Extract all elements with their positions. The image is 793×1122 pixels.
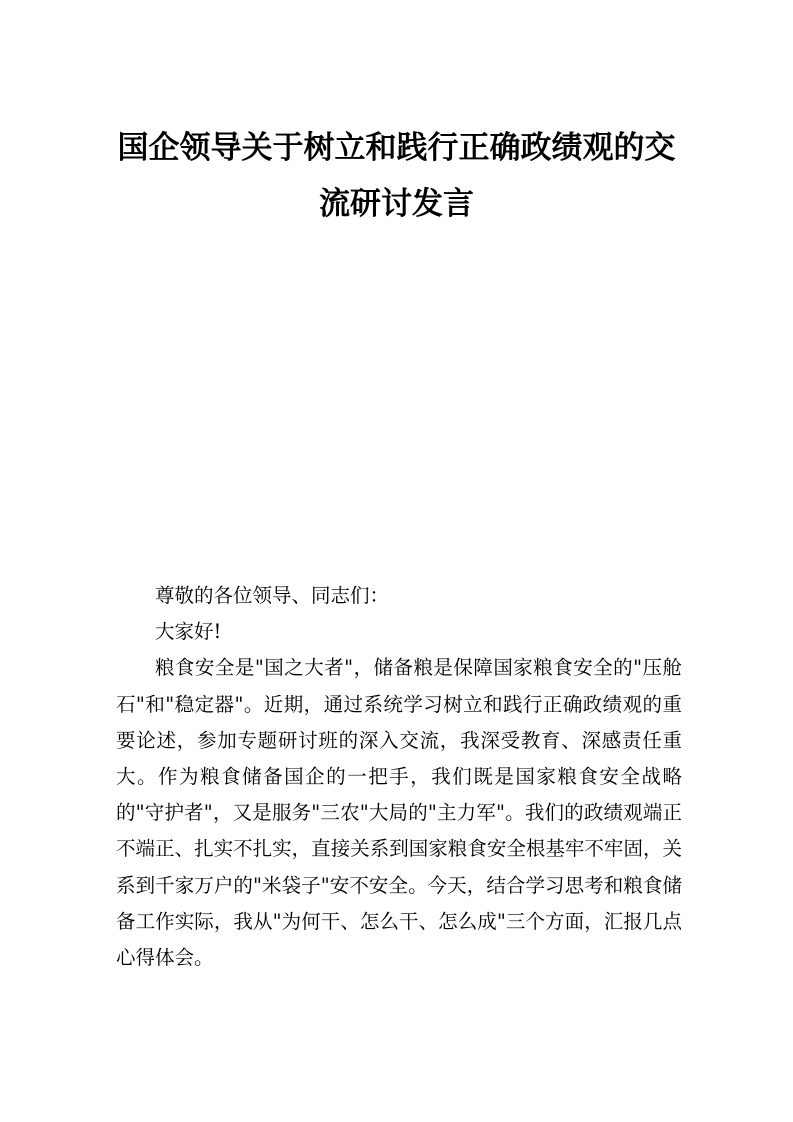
document-body <box>116 578 682 976</box>
title-line-1: 国企领导关于树立和践行正确政绩观的交 <box>117 130 676 166</box>
salutation: 尊敬的各位领导、同志们： <box>155 584 390 607</box>
greeting: 大家好! <box>155 620 222 644</box>
body-paragraph: 粮食安全是"国之大者"，储备粮是保障国家粮食安全的"压舱石"和"稳定器"。近期，通过系统学习树立和践行正确政绩观的重要论述，参加专题研讨班的深入交流，我深受教育、深感责任重大。作为粮食储备国企的一把手，我们既是国家粮食安全战略的"守护者"，又是服务"三农"大局的"主力军"。我们的政绩观端正不端正、扎实不扎实，直接关系到国家粮食安全根基牢不牢固，关系到千家万户的"米袋子"安不安全。今天，结合学习思考和粮食储备工作实际，我从"为何干、怎么干、怎么成"三个方面，汇报几点心得体会。 <box>116 656 682 970</box>
title-line-2: 流研讨发言 <box>319 186 474 222</box>
document-title <box>100 120 693 232</box>
